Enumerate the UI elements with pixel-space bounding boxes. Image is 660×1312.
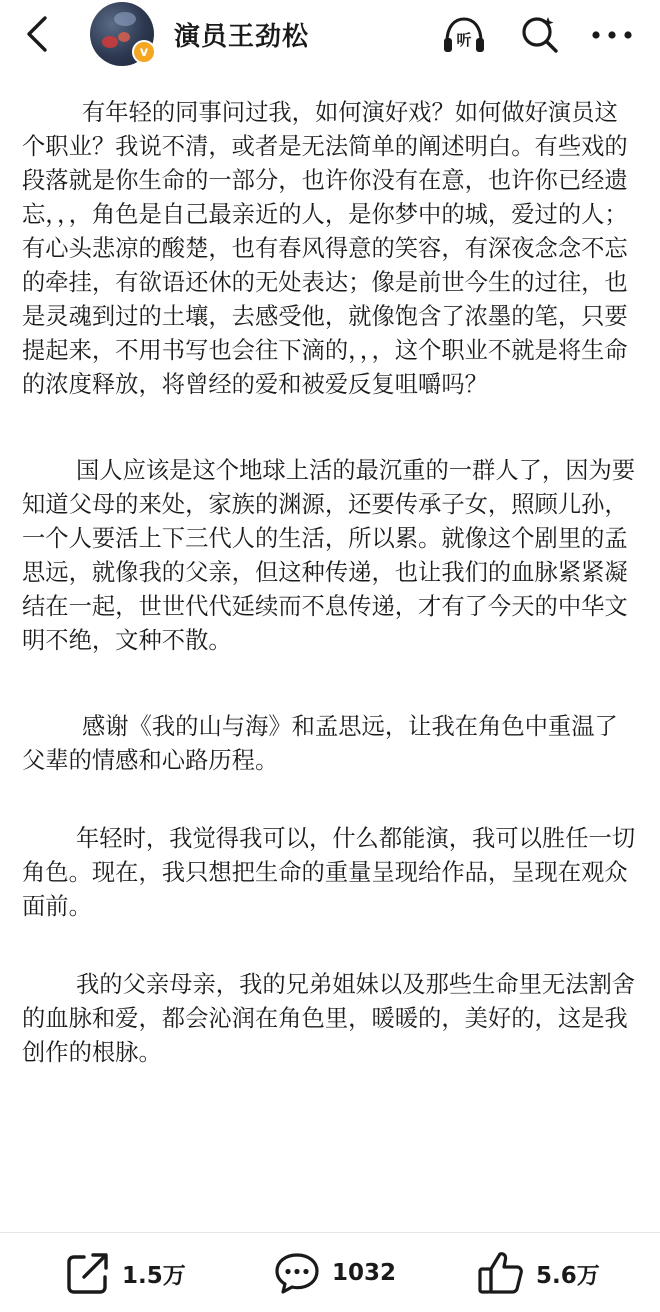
share-icon xyxy=(64,1249,112,1297)
avatar[interactable] xyxy=(90,2,156,68)
post-paragraph: 国人应该是这个地球上活的最沉重的一群人了，因为要知道父母的来处，家族的渊源，还要传承子女，照顾儿孙，一个人要活上下三代人的生活，所以累。就像这个剧里的孟思远，就像我的父亲，但这种传递，也让我们的血脉紧紧凝结在一起，世世代代延续而不息传递，才有了今天的中华文明不绝，文种不散。 xyxy=(22,457,636,654)
action-bar xyxy=(0,1236,660,1312)
top-bar xyxy=(0,0,660,70)
post-body xyxy=(22,96,638,1070)
like-count: 5.6万 xyxy=(536,1262,600,1289)
listen-label: 听 xyxy=(456,31,472,49)
search-button[interactable] xyxy=(516,12,564,58)
more-options-button[interactable] xyxy=(588,12,636,58)
verified-badge-icon: v xyxy=(132,40,156,64)
comment-icon xyxy=(272,1249,322,1297)
action-bar-divider xyxy=(0,1232,660,1233)
post-paragraph: 有年轻的同事问过我，如何演好戏？如何做好演员这个职业？我说不清，或者是无法简单的阐述明白。有些戏的段落就是你生命的一部分，也许你没有在意，也许你已经遗忘，，，角色是自己最亲近的人，是你梦中的城，爱过的人；有心头悲凉的酸楚，也有春风得意的笑容，有深夜念念不忘的牵挂，有欲语还休的无处表达；像是前世今生的过往，也是灵魂到过的土壤，去感受他，就像饱含了浓墨的笔，只要提起来，不用书写也会往下滴的，，，这个职业不就是将生命的浓度释放，将曾经的爱和被爱反复咀嚼吗？ xyxy=(22,99,628,398)
share-button[interactable] xyxy=(64,1246,186,1300)
comment-button[interactable] xyxy=(272,1246,396,1300)
post-paragraph: 感谢《我的山与海》和孟思远，让我在角色中重温了父辈的情感和心路历程。 xyxy=(22,713,618,774)
account-name[interactable]: 演员王劲松 xyxy=(174,22,310,52)
share-count: 1.5万 xyxy=(122,1262,186,1289)
back-arrow-icon xyxy=(23,14,49,54)
search-icon xyxy=(518,13,562,57)
more-dots-icon xyxy=(590,29,634,41)
post-paragraph: 我的父亲母亲，我的兄弟姐妹以及那些生命里无法割舍的血脉和爱，都会沁润在角色里，暖暖的，美好的，这是我创作的根脉。 xyxy=(22,971,636,1066)
comment-count: 1032 xyxy=(332,1260,397,1286)
post-paragraph: 年轻时，我觉得我可以，什么都能演，我可以胜任一切角色。现在，我只想把生命的重量呈现给作品，呈现在观众面前。 xyxy=(22,825,636,920)
listen-button[interactable] xyxy=(440,12,488,58)
thumbs-up-icon xyxy=(476,1249,526,1297)
like-button[interactable] xyxy=(476,1246,600,1300)
back-button[interactable] xyxy=(18,14,54,54)
headphones-icon xyxy=(441,14,487,56)
